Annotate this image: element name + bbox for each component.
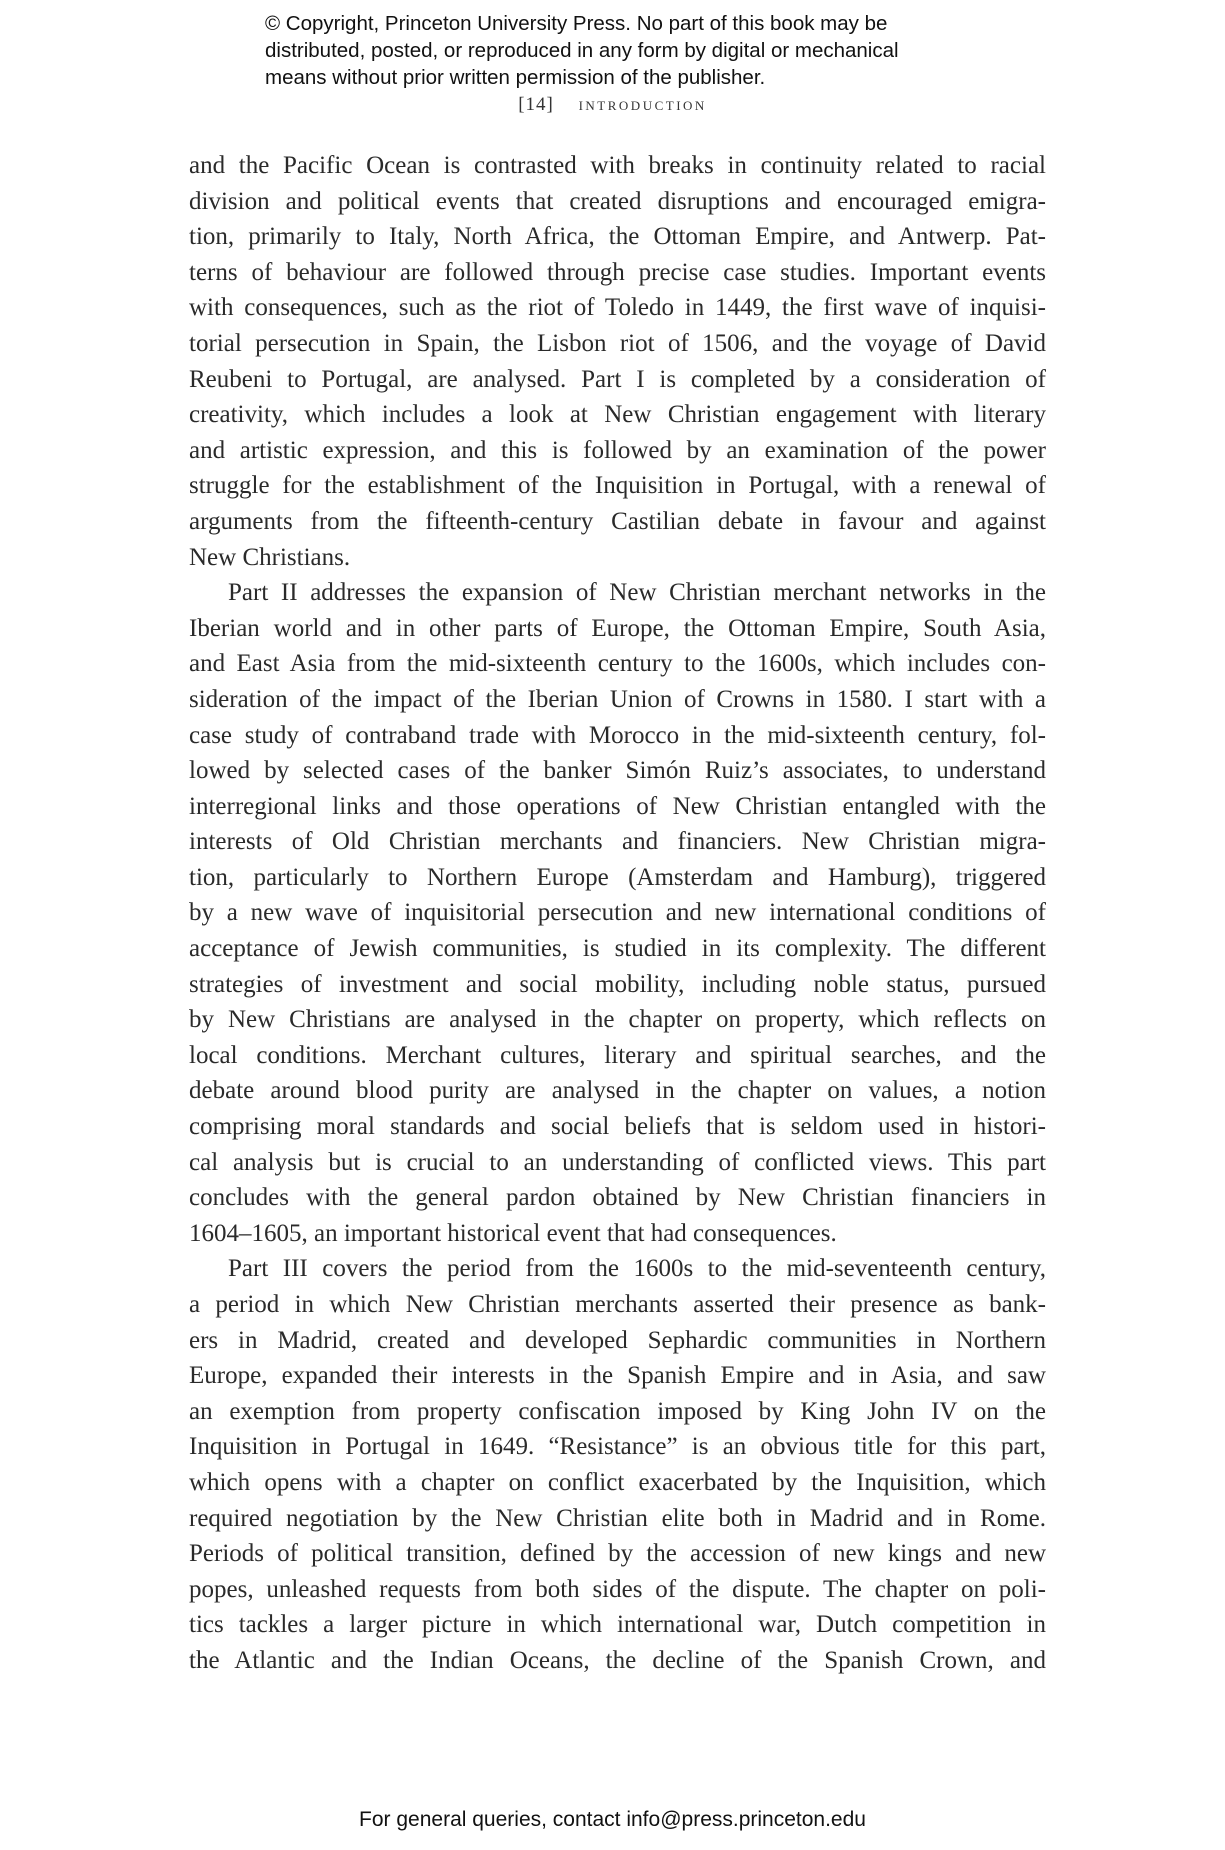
footer-contact: For general queries, contact info@press.princeton.edu — [359, 1808, 866, 1831]
copyright-line: means without prior written permission of the publisher. — [265, 66, 766, 89]
text-line: popes, unleashed requests from both sides of the dispute. The chapter on poli- — [189, 1575, 1046, 1603]
text-line: arguments from the fifteenth-century Castilian debate in favour and against — [189, 507, 1046, 535]
text-line: struggle for the establishment of the Inquisition in Portugal, with a renewal of — [189, 472, 1046, 500]
text-line: required negotiation by the New Christian elite both in Madrid and in Rome. — [189, 1504, 1046, 1532]
text-line: concludes with the general pardon obtained by New Christian financiers in — [189, 1184, 1046, 1212]
text-line: Inquisition in Portugal in 1649. “Resistance” is an obvious title for this part, — [189, 1433, 1046, 1461]
text-line: debate around blood purity are analysed in the chapter on values, a notion — [189, 1077, 1046, 1105]
text-line: terns of behaviour are followed through precise case studies. Important events — [189, 258, 1046, 286]
text-line: and artistic expression, and this is followed by an examination of the power — [189, 436, 1046, 464]
text-line: which opens with a chapter on conflict exacerbated by the Inquisition, which — [189, 1468, 1046, 1496]
text-line: Europe, expanded their interests in the Spanish Empire and in Asia, and saw — [189, 1362, 1046, 1390]
text-line: Periods of political transition, defined by the accession of new kings and new — [189, 1540, 1046, 1568]
text-line: Iberian world and in other parts of Europe, the Ottoman Empire, South Asia, — [189, 614, 1046, 642]
text-line: acceptance of Jewish communities, is studied in its complexity. The different — [189, 935, 1046, 963]
text-line: by a new wave of inquisitorial persecution and new international conditions of — [189, 899, 1046, 927]
copyright-line: distributed, posted, or reproduced in any form by digital or mechanical — [265, 39, 899, 62]
text-line: a period in which New Christian merchants asserted their presence as bank- — [189, 1291, 1046, 1318]
text-line: strategies of investment and social mobility, including noble status, pursued — [189, 970, 1046, 998]
text-line: and East Asia from the mid-sixteenth century to the 1600s, which includes con- — [189, 650, 1046, 678]
chapter-title: introduction — [578, 94, 707, 115]
text-line: New Christians. — [189, 543, 351, 571]
text-line: cal analysis but is crucial to an understanding of conflicted views. This part — [189, 1148, 1046, 1176]
text-line: tion, particularly to Northern Europe (Amsterdam and Hamburg), triggered — [189, 863, 1046, 891]
text-line: ers in Madrid, created and developed Sephardic communities in Northern — [189, 1326, 1046, 1354]
text-line: and the Pacific Ocean is contrasted with breaks in continuity related to racial — [189, 152, 1046, 179]
text-line: by New Christians are analysed in the chapter on property, which reflects on — [189, 1006, 1046, 1034]
text-line: tion, primarily to Italy, North Africa, the Ottoman Empire, and Antwerp. Pat- — [189, 223, 1046, 251]
body-text — [189, 148, 1046, 1679]
text-line: division and political events that created disruptions and encouraged emigra- — [189, 187, 1046, 215]
text-line: local conditions. Merchant cultures, literary and spiritual searches, and the — [189, 1041, 1046, 1069]
paragraph-start-line: Part III covers the period from the 1600s to the mid-seventeenth century, — [228, 1255, 1046, 1283]
text-line: 1604–1605, an important historical event that had consequences. — [189, 1219, 837, 1247]
page-number: [14] — [518, 94, 554, 115]
text-line: the Atlantic and the Indian Oceans, the decline of the Spanish Crown, and — [189, 1646, 1046, 1674]
text-line: Reubeni to Portugal, are analysed. Part I is completed by a consideration of — [189, 365, 1046, 393]
text-line: comprising moral standards and social beliefs that is seldom used in histori- — [189, 1113, 1046, 1141]
text-line: sideration of the impact of the Iberian Union of Crowns in 1580. I start with a — [189, 685, 1046, 713]
text-line: lowed by selected cases of the banker Simón Ruiz’s associates, to understand — [189, 757, 1046, 785]
paragraph-start-line: Part II addresses the expansion of New Christian merchant networks in the — [228, 579, 1046, 607]
text-line: case study of contraband trade with Morocco in the mid-sixteenth century, fol- — [189, 721, 1046, 749]
text-line: with consequences, such as the riot of Toledo in 1449, the first wave of inquisi- — [189, 294, 1046, 322]
copyright-line: © Copyright, Princeton University Press. No part of this book may be — [265, 12, 888, 35]
text-line: an exemption from property confiscation imposed by King John IV on the — [189, 1397, 1046, 1425]
copyright-notice — [265, 10, 1025, 91]
text-line: interregional links and those operations of New Christian entangled with the — [189, 792, 1046, 820]
text-line: interests of Old Christian merchants and financiers. New Christian migra- — [189, 828, 1046, 856]
running-head — [0, 94, 1225, 116]
text-line: creativity, which includes a look at New Christian engagement with literary — [189, 401, 1046, 429]
text-line: tics tackles a larger picture in which international war, Dutch competition in — [189, 1611, 1046, 1639]
text-line: torial persecution in Spain, the Lisbon riot of 1506, and the voyage of David — [189, 329, 1046, 357]
